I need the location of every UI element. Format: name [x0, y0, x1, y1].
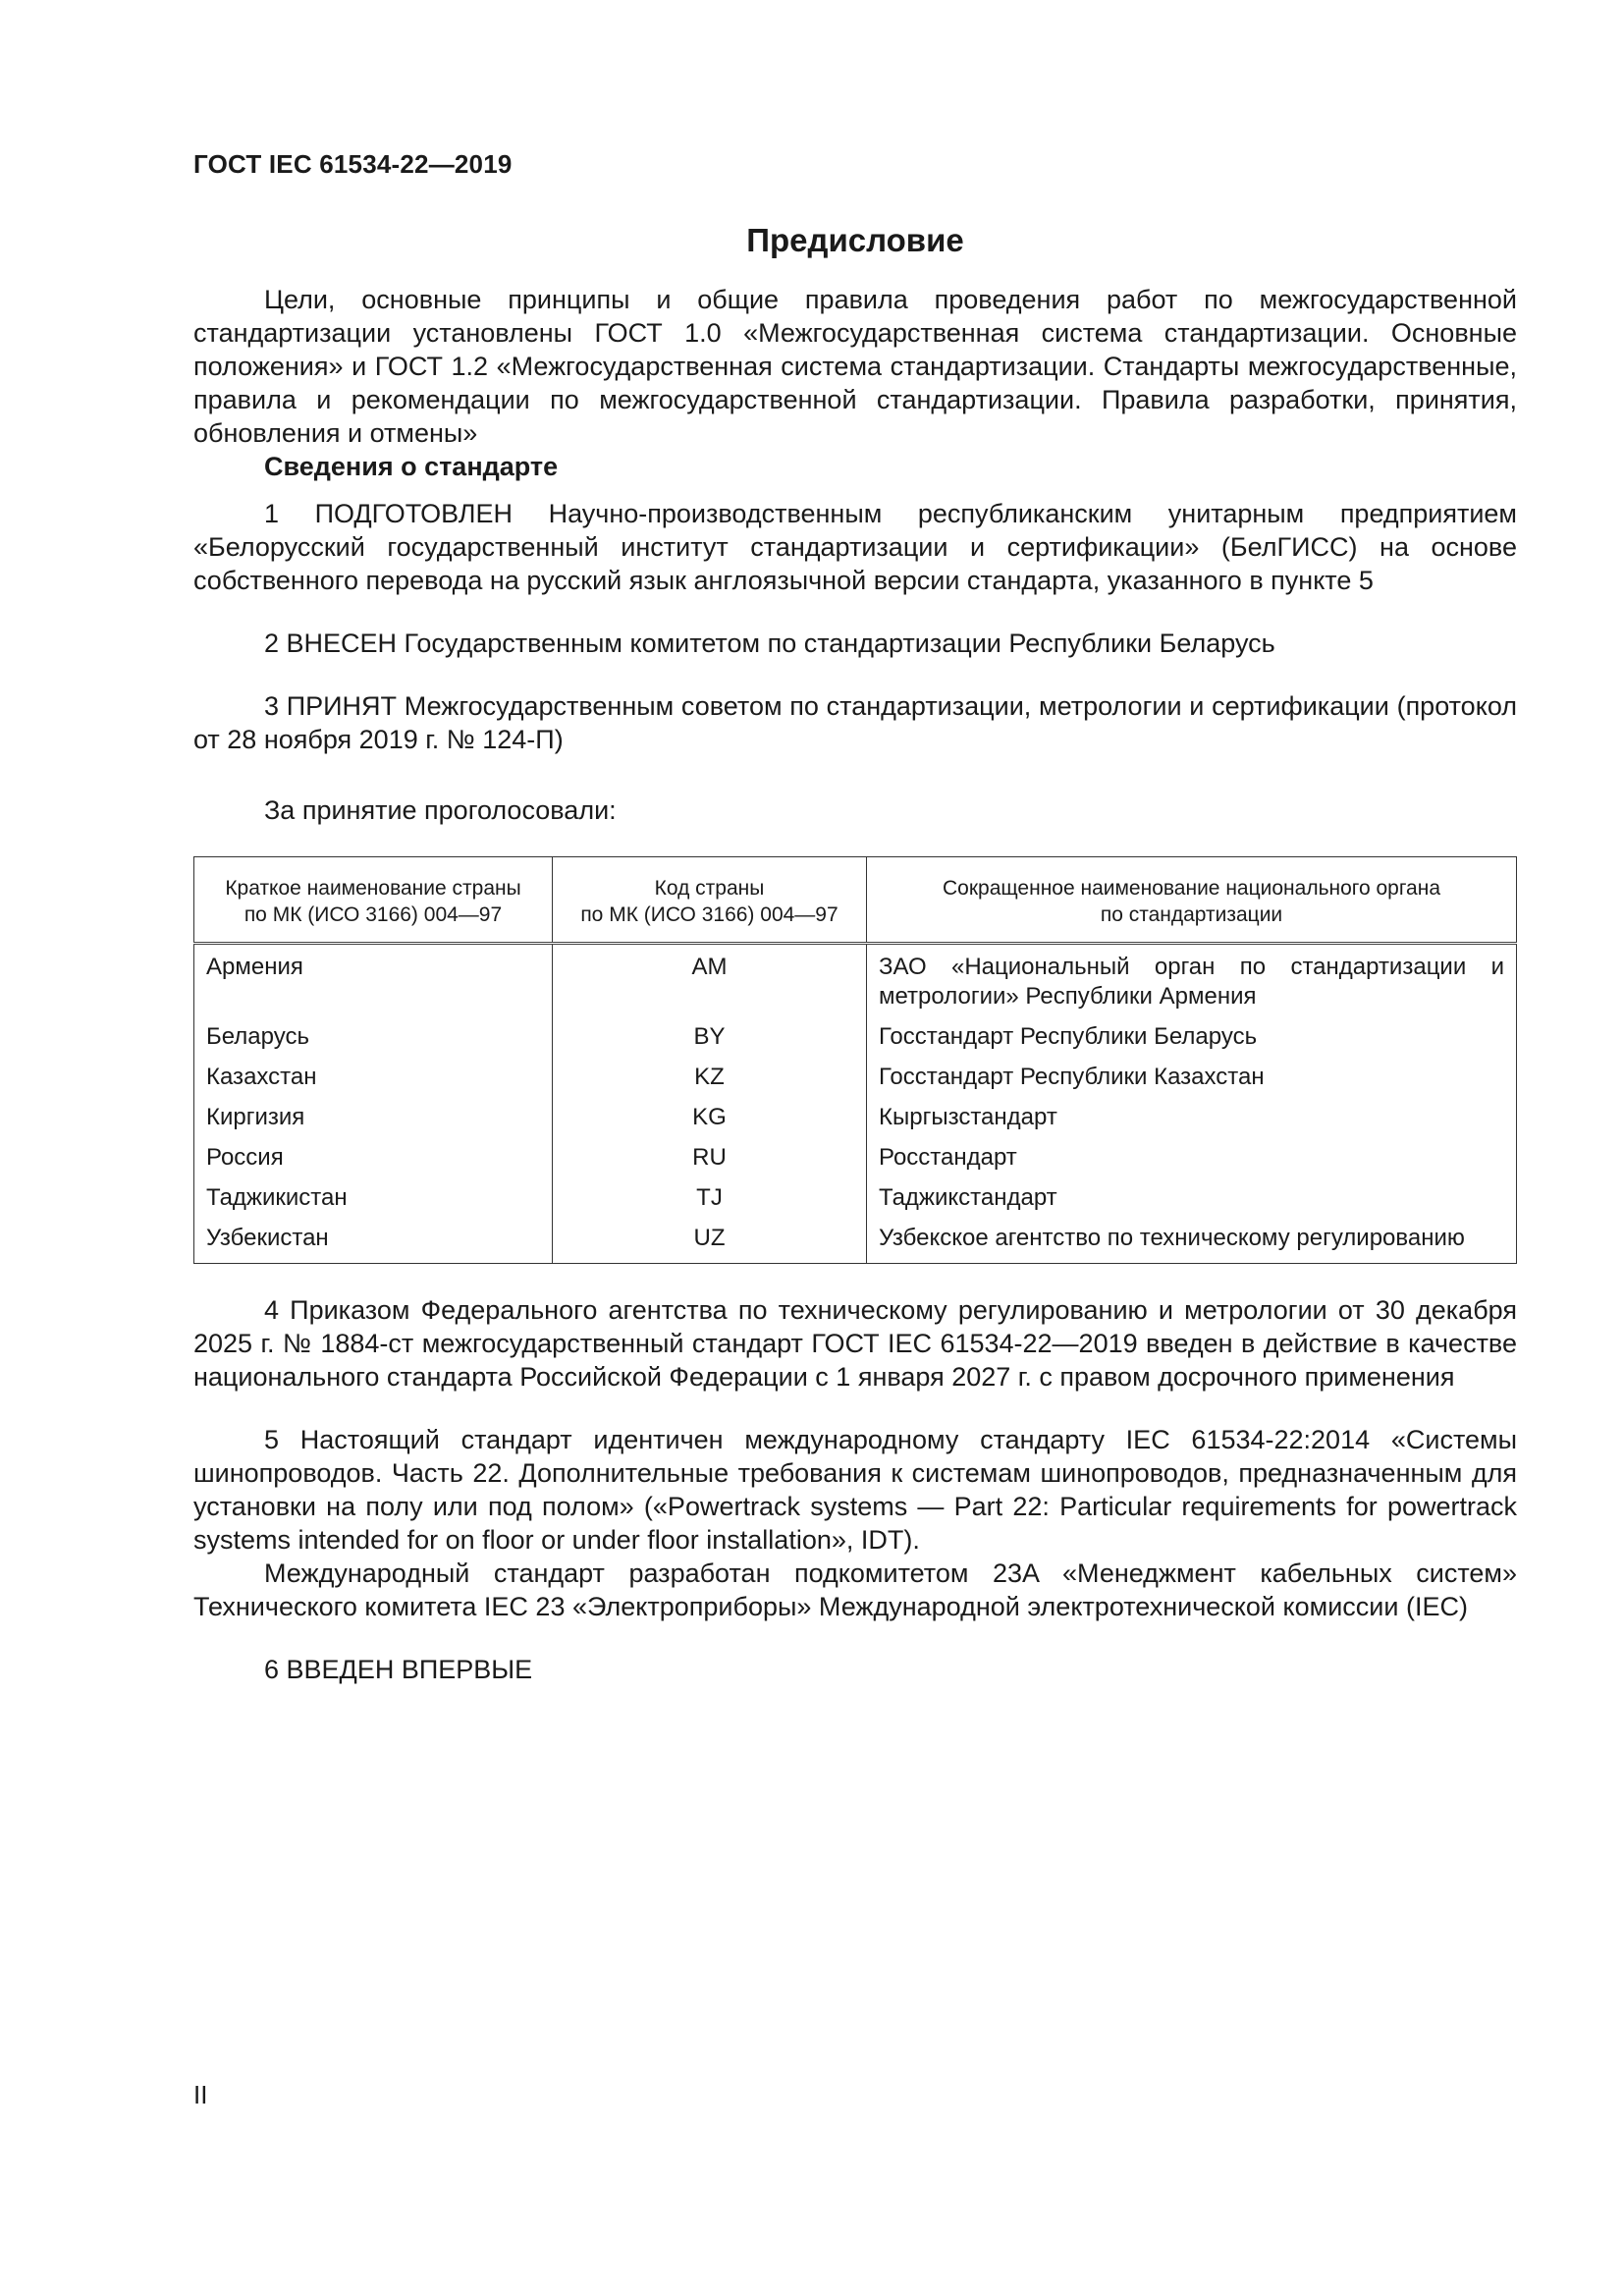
country-cell: Киргизия: [194, 1098, 553, 1138]
code-cell: TJ: [553, 1178, 867, 1219]
item-3-paragraph: 3 ПРИНЯТ Межгосударственным советом по стандартизации, метрологии и сертификации (протокол от 28 ноября 2019 г. № 124-П): [193, 691, 1517, 754]
table-row: [194, 1098, 1517, 1138]
org-cell: ЗАО «Национальный орган по стандартизации и метрологии» Республики Армения: [867, 944, 1517, 1018]
org-cell: Узбекское агентство по техническому регулированию: [867, 1219, 1517, 1264]
org-cell: Таджикстандарт: [867, 1178, 1517, 1219]
header-org-line1: Сокращенное наименование национального органа: [942, 877, 1441, 900]
header-code-line2: по МК (ИСО 3166) 004—97: [580, 903, 839, 926]
table-row: [194, 1219, 1517, 1264]
table-row: [194, 1178, 1517, 1219]
voted-label: За принятие проголосовали:: [264, 795, 617, 825]
code-cell: KG: [553, 1098, 867, 1138]
item-6-paragraph: 6 ВВЕДЕН ВПЕРВЫЕ: [264, 1655, 533, 1684]
header-country-line1: Краткое наименование страны: [225, 877, 521, 900]
header-org: [867, 857, 1517, 944]
code-cell: UZ: [553, 1219, 867, 1264]
code-cell: RU: [553, 1138, 867, 1178]
foreword-body: [193, 283, 1517, 1686]
org-cell: Кыргызстандарт: [867, 1098, 1517, 1138]
header-country-line2: по МК (ИСО 3166) 004—97: [243, 903, 503, 926]
voting-table: [193, 856, 1517, 1264]
intro-paragraph: Цели, основные принципы и общие правила проведения работ по межгосударственной стандартизации установлены ГОСТ 1.0 «Межгосударственная система стандартизации. Основные положения» и ГОСТ 1.2 «Межгосударственная система стандартизации. Стандарты межгосударственные, правила и рекомендации по межгосударственной стандартизации. Правила разработки, принятия, обновления и отмены»: [193, 285, 1517, 448]
page-title: Предисловие: [746, 222, 964, 258]
header-country: [194, 857, 553, 944]
document-code-header: ГОСТ IEC 61534-22—2019: [193, 149, 513, 179]
country-cell: Казахстан: [194, 1058, 553, 1098]
header-code: [553, 857, 867, 944]
item-5-note-paragraph: Международный стандарт разработан подкомитетом 23A «Менеджмент кабельных систем» Технического комитета IEC 23 «Электроприборы» Международной электротехнической комиссии (IEC): [193, 1558, 1517, 1621]
org-cell: Госстандарт Республики Казахстан: [867, 1058, 1517, 1098]
item-1-paragraph: 1 ПОДГОТОВЛЕН Научно-производственным республиканским унитарным предприятием «Белорусский государственный институт стандартизации и сертификации» (БелГИСС) на основе собственного перевода на русский язык англоязычной версии стандарта, указанного в пункте 5: [193, 499, 1517, 595]
country-cell: Россия: [194, 1138, 553, 1178]
item-5-paragraph: 5 Настоящий стандарт идентичен международному стандарту IEC 61534-22:2014 «Системы шинопроводов. Часть 22. Дополнительные требования к системам шинопроводов, предназначенным для установки на полу или под полом» («Powertrack systems — Part 22: Particular requirements for powertrack systems intended for on floor or under floor installation», IDT).: [193, 1425, 1517, 1555]
page-number: II: [193, 2080, 208, 2109]
country-cell: Армения: [194, 944, 553, 1018]
item-4-paragraph: 4 Приказом Федерального агентства по техническому регулированию и метрологии от 30 декабря 2025 г. № 1884-ст межгосударственный стандарт ГОСТ IEC 61534-22—2019 введен в действие в качестве национального стандарта Российской Федерации с 1 января 2027 г. с правом досрочного применения: [193, 1295, 1517, 1392]
item-2-paragraph: 2 ВНЕСЕН Государственным комитетом по стандартизации Республики Беларусь: [264, 629, 1275, 658]
org-cell: Госстандарт Республики Беларусь: [867, 1017, 1517, 1058]
country-cell: Таджикистан: [194, 1178, 553, 1219]
code-cell: AM: [553, 944, 867, 1018]
code-cell: KZ: [553, 1058, 867, 1098]
table-row: [194, 1058, 1517, 1098]
header-code-line1: Код страны: [654, 877, 765, 900]
info-heading: Сведения о стандарте: [264, 452, 559, 481]
code-cell: BY: [553, 1017, 867, 1058]
table-row: [194, 1138, 1517, 1178]
country-cell: Беларусь: [194, 1017, 553, 1058]
header-org-line2: по стандартизации: [1100, 903, 1283, 926]
table-row: [194, 1017, 1517, 1058]
org-cell: Росстандарт: [867, 1138, 1517, 1178]
country-cell: Узбекистан: [194, 1219, 553, 1264]
table-header-row: [194, 857, 1517, 944]
table-row: [194, 944, 1517, 1018]
